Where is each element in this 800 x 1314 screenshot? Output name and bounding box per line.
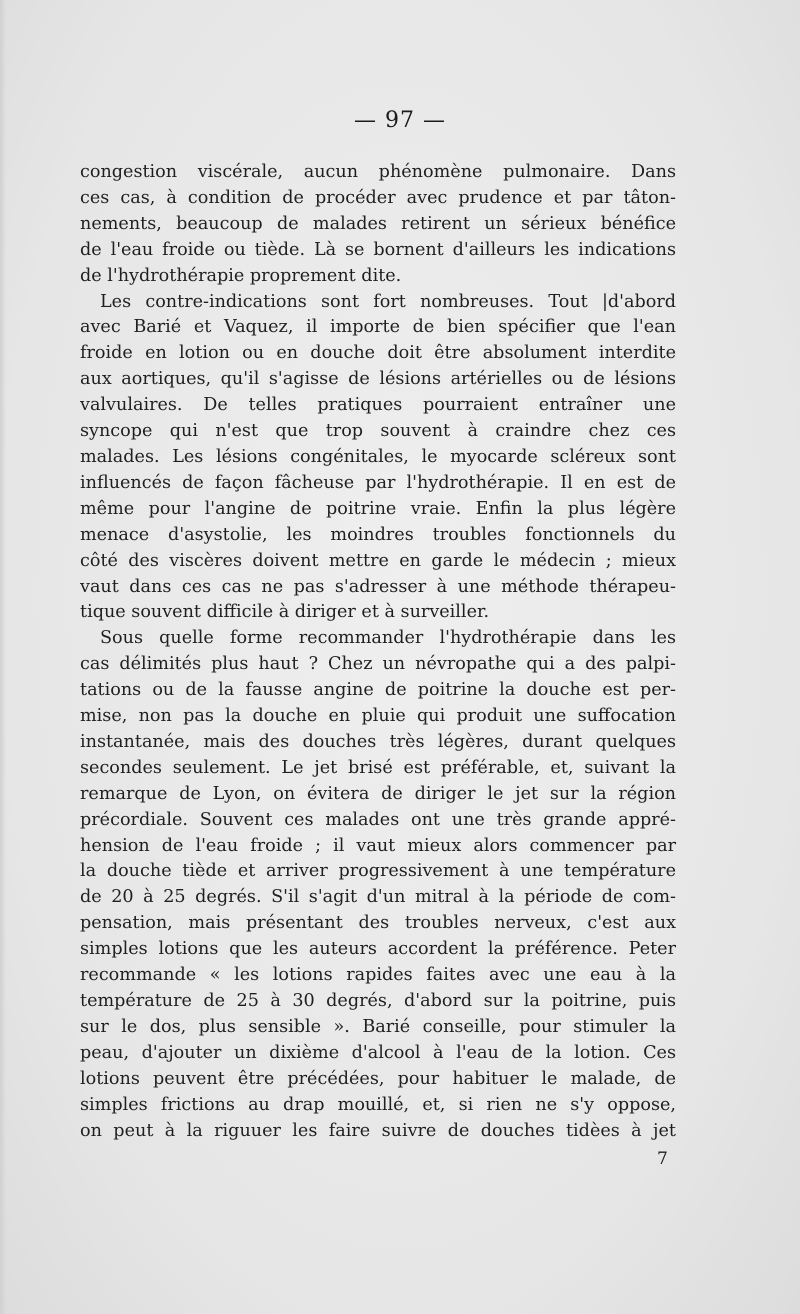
text-line: tations ou de la fausse angine de poitrine la douche est per-	[80, 680, 676, 701]
text-line: recommande « les lotions rapides faites avec une eau à la	[80, 965, 676, 986]
text-line: Les contre-indications sont fort nombreuses. Tout |d'abord	[100, 291, 676, 312]
paragraph-2	[80, 290, 676, 627]
text-line: aux aortiques, qu'il s'agisse de lésions artérielles ou de lésions	[80, 369, 676, 390]
page-number: — 97 —	[354, 108, 446, 133]
text-line: syncope qui n'est que trop souvent à craindre chez ces	[80, 421, 676, 442]
text-line: ces cas, à condition de procéder avec prudence et par tâton-	[80, 187, 676, 208]
text-line: secondes seulement. Le jet brisé est préférable, et, suivant la	[80, 757, 676, 778]
text-line: valvulaires. De telles pratiques pourraient entraîner une	[80, 395, 676, 416]
text-line: nements, beaucoup de malades retirent un sérieux bénéfice	[80, 213, 676, 234]
text-line: peau, d'ajouter un dixième d'alcool à l'eau de la lotion. Ces	[80, 1042, 676, 1063]
paragraph-1	[80, 160, 676, 290]
text-line: pensation, mais présentant des troubles nerveux, c'est aux	[80, 913, 676, 934]
text-line: simples lotions que les auteurs accordent la préférence. Peter	[80, 939, 676, 960]
text-line: la douche tiède et arriver progressivement à une température	[80, 861, 676, 882]
text-line: même pour l'angine de poitrine vraie. Enfin la plus légère	[80, 498, 676, 519]
signature-mark: 7	[657, 1149, 668, 1169]
text-line: on peut à la riguuer les faire suivre de douches tidèes à jet	[80, 1120, 676, 1141]
text-line: côté des viscères doivent mettre en garde le médecin ; mieux	[80, 550, 676, 571]
text-line: congestion viscérale, aucun phénomène pulmonaire. Dans	[80, 162, 676, 182]
text-line: froide en lotion ou en douche doit être absolument interdite	[80, 343, 676, 364]
text-line: simples frictions au drap mouillé, et, si rien ne s'y oppose,	[80, 1094, 676, 1115]
text-line: influencés de façon fâcheuse par l'hydrothérapie. Il en est de	[80, 472, 676, 493]
text-line: lotions peuvent être précédées, pour habituer le malade, de	[80, 1068, 676, 1089]
text-line: menace d'asystolie, les moindres troubles fonctionnels du	[80, 524, 676, 545]
text-line: de 20 à 25 degrés. S'il s'agit d'un mitral à la période de com-	[80, 887, 676, 908]
paragraph-3	[80, 626, 676, 1144]
text-line: Sous quelle forme recommander l'hydrothérapie dans les	[100, 628, 676, 649]
text-line: avec Barié et Vaquez, il importe de bien spécifier que l'ean	[80, 317, 676, 338]
text-line: remarque de Lyon, on évitera de diriger le jet sur la région	[80, 783, 676, 804]
text-line: cas délimités plus haut ? Chez un névropathe qui a des palpi-	[80, 654, 676, 675]
text-line: instantanée, mais des douches très légères, durant quelques	[80, 731, 676, 752]
text-line: température de 25 à 30 degrés, d'abord sur la poitrine, puis	[80, 991, 676, 1011]
body-text	[80, 160, 676, 1144]
text-line: de l'hydrothérapie proprement dite.	[80, 265, 402, 286]
text-line: de l'eau froide ou tiède. Là se bornent d'ailleurs les indications	[80, 239, 676, 260]
text-line: tique souvent difficile à diriger et à surveiller.	[80, 602, 490, 623]
text-line: malades. Les lésions congénitales, le myocarde scléreux sont	[80, 446, 676, 467]
text-line: mise, non pas la douche en pluie qui produit une suffocation	[80, 706, 676, 727]
text-line: sur le dos, plus sensible ». Barié conseille, pour stimuler la	[80, 1016, 676, 1037]
text-line: précordiale. Souvent ces malades ont une très grande appré-	[80, 809, 676, 830]
text-line: vaut dans ces cas ne pas s'adresser à une méthode thérapeu-	[80, 576, 676, 597]
text-line: hension de l'eau froide ; il vaut mieux alors commencer par	[80, 835, 676, 856]
